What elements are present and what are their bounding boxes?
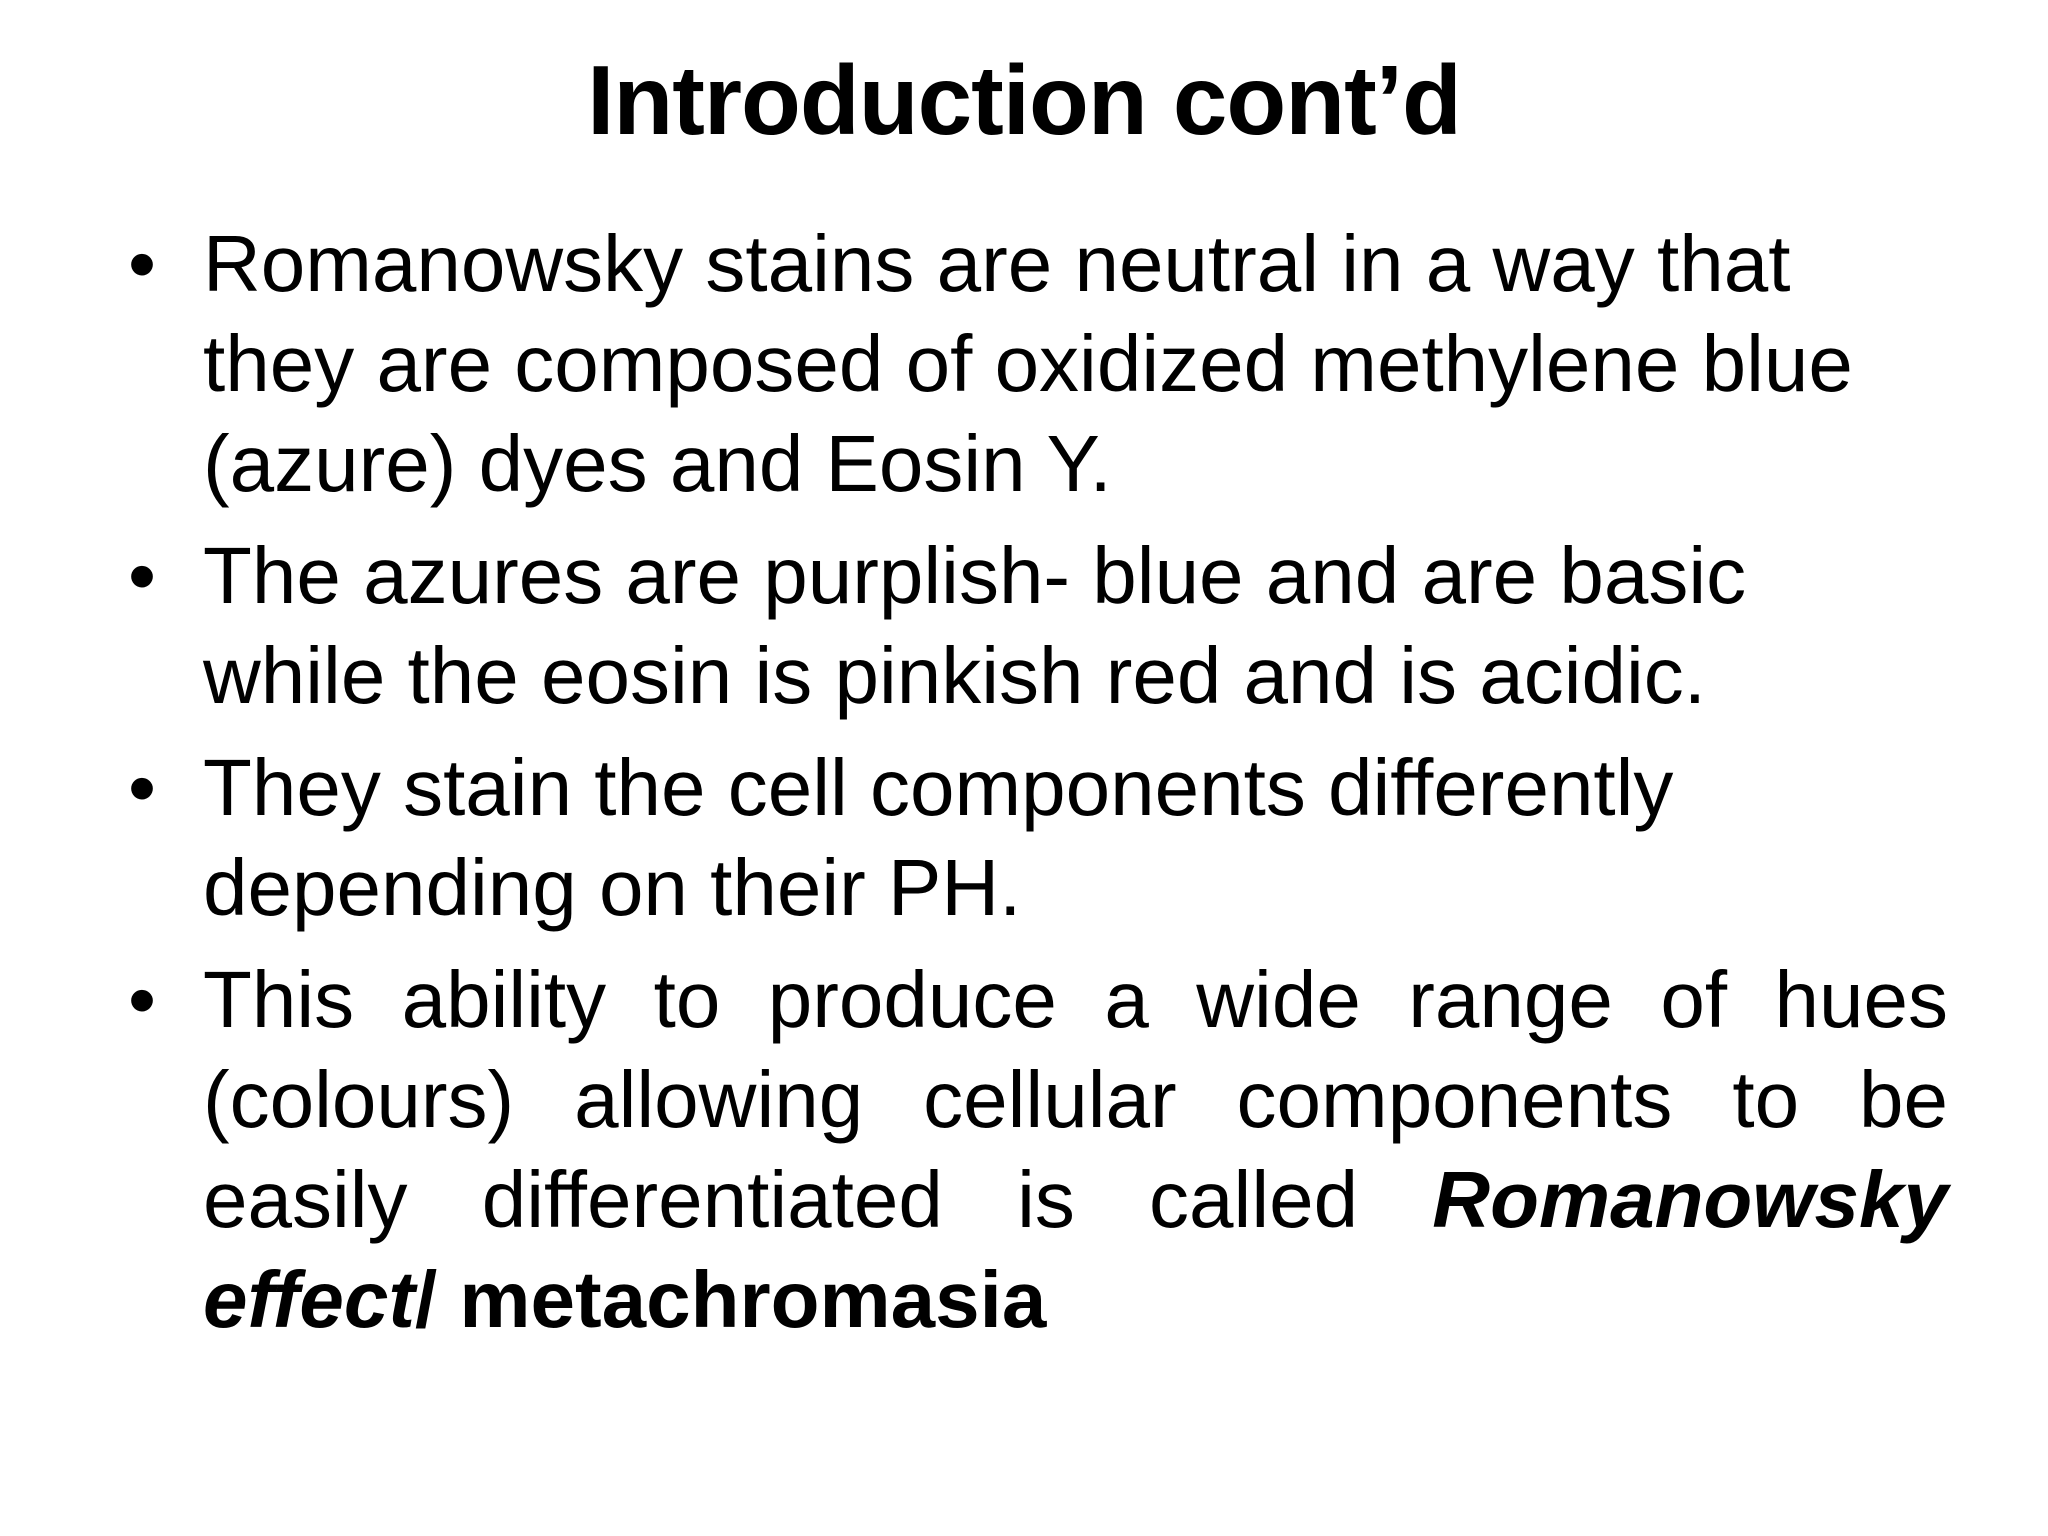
bullet-item [128,950,1948,1350]
slide-title: Introduction cont’d [587,45,1461,155]
bullet-text: They stain the cell components differently depending on their PH. [203,743,1674,932]
bullet-dot-icon: • [128,743,157,832]
bullet-dot-icon: • [128,219,157,308]
bullet-text [203,950,1948,1350]
bullet-text: The azures are purplish- blue and are basic while the eosin is pinkish red and is acidic. [203,531,1747,720]
bullet-dot-icon: • [128,955,157,1044]
bullet-item [128,738,1948,938]
metachromasia-term: / metachromasia [414,1255,1047,1344]
bullet-text: Romanowsky stains are neutral in a way that they are composed of oxidized methylene blue (azure) dyes and Eosin Y. [203,219,1853,508]
bullet-item [128,526,1948,726]
bullet-list [128,214,1948,1362]
romanowsky-effect-term: Romanowsky effect [203,1155,1948,1344]
bullet-dot-icon: • [128,531,157,620]
bullet-item [128,214,1948,514]
bullet-text-lead: This ability to produce a wide range of hues (colours) allowing cellular components to be easily differentiated is called [203,955,1948,1244]
